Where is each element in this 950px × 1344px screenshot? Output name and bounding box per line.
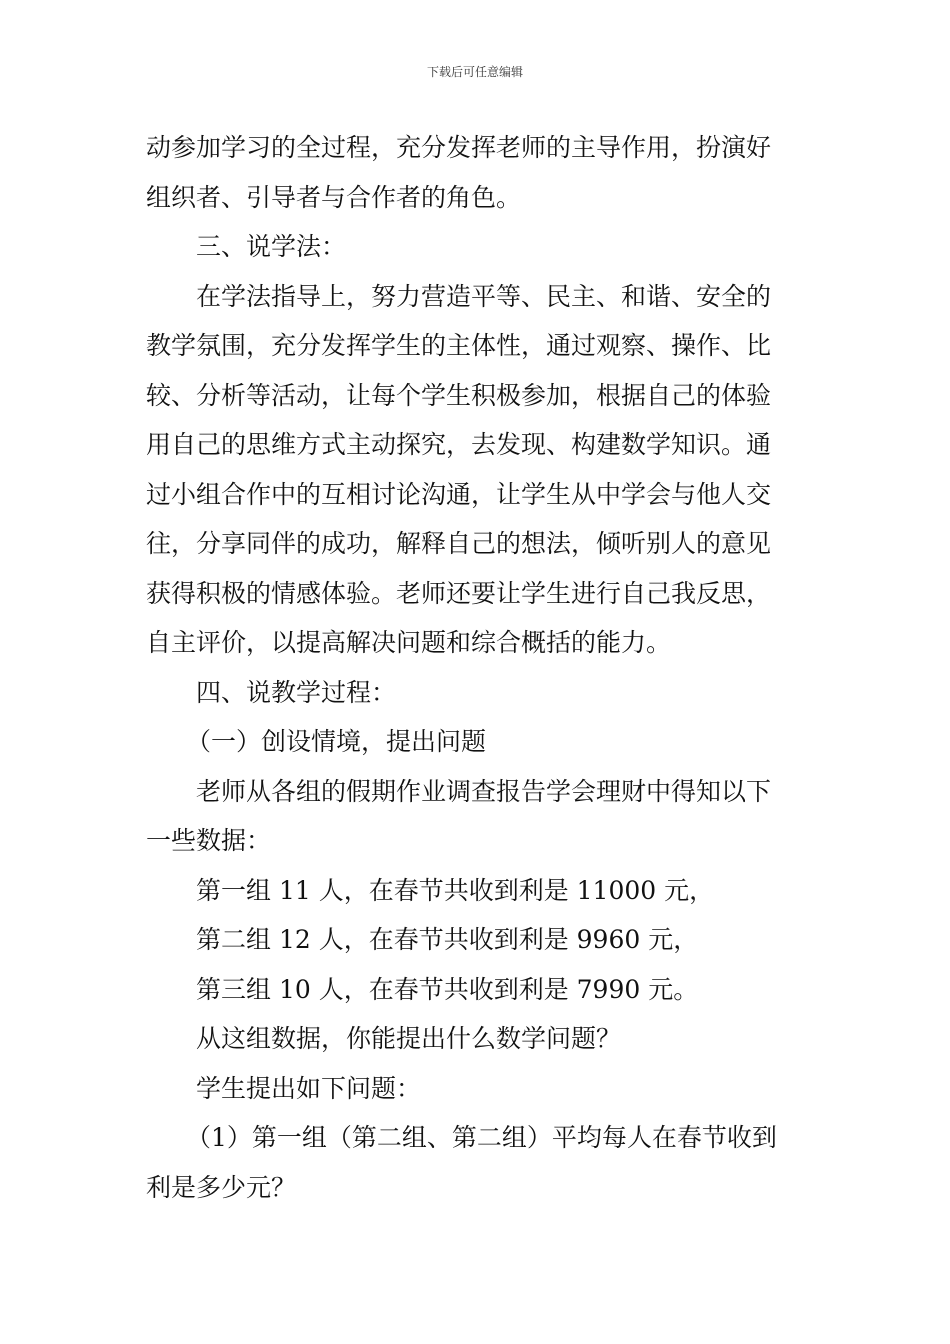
data-line: 第二组 12 人，在春节共收到利是 9960 元， <box>196 925 699 954</box>
paragraph-line: 学生提出如下问题： <box>196 1073 422 1103</box>
section-heading: 三、说学法： <box>196 232 347 261</box>
paragraph-line: 从这组数据，你能提出什么数学问题？ <box>196 1024 622 1053</box>
paragraph-line: 较、分析等活动，让每个学生积极参加，根据自己的体验 <box>146 380 772 410</box>
paragraph-line: 一些数据： <box>146 826 272 855</box>
question-line: （1）第一组（第二组、第二组）平均每人在春节收到 <box>186 1123 777 1152</box>
question-line: 利是多少元？ <box>146 1172 297 1202</box>
paragraph-line: 获得积极的情感体验。老师还要让学生进行自己我反思， <box>146 578 772 608</box>
paragraph-line: 自主评价，以提高解决问题和综合概括的能力。 <box>146 628 672 657</box>
paragraph-line: 用自己的思维方式主动探究，去发现、构建数学知识。通 <box>146 430 772 459</box>
paragraph-line: 往，分享同伴的成功，解释自己的想法，倾听别人的意见 <box>146 529 772 558</box>
section-heading: 四、说教学过程： <box>196 677 397 707</box>
paragraph-line: 过小组合作中的互相讨论沟通，让学生从中学会与他人交 <box>146 479 772 509</box>
page-header: 下载后可任意编辑 <box>426 65 523 79</box>
paragraph-line: 在学法指导上，努力营造平等、民主、和谐、安全的 <box>196 281 772 311</box>
data-line: 第一组 11 人，在春节共收到利是 11000 元， <box>196 875 715 905</box>
paragraph-line: 老师从各组的假期作业调查报告学会理财中得知以下 <box>196 776 772 806</box>
paragraph-line: 组织者、引导者与合作者的角色。 <box>146 182 522 212</box>
document-body <box>146 123 812 1212</box>
paragraph-line: 动参加学习的全过程，充分发挥老师的主导作用，扮演好 <box>146 133 772 162</box>
subsection-heading: （一）创设情境，提出问题 <box>186 727 487 756</box>
data-line: 第三组 10 人，在春节共收到利是 7990 元。 <box>196 974 699 1004</box>
paragraph-line: 教学氛围，充分发挥学生的主体性，通过观察、操作、比 <box>146 331 772 360</box>
